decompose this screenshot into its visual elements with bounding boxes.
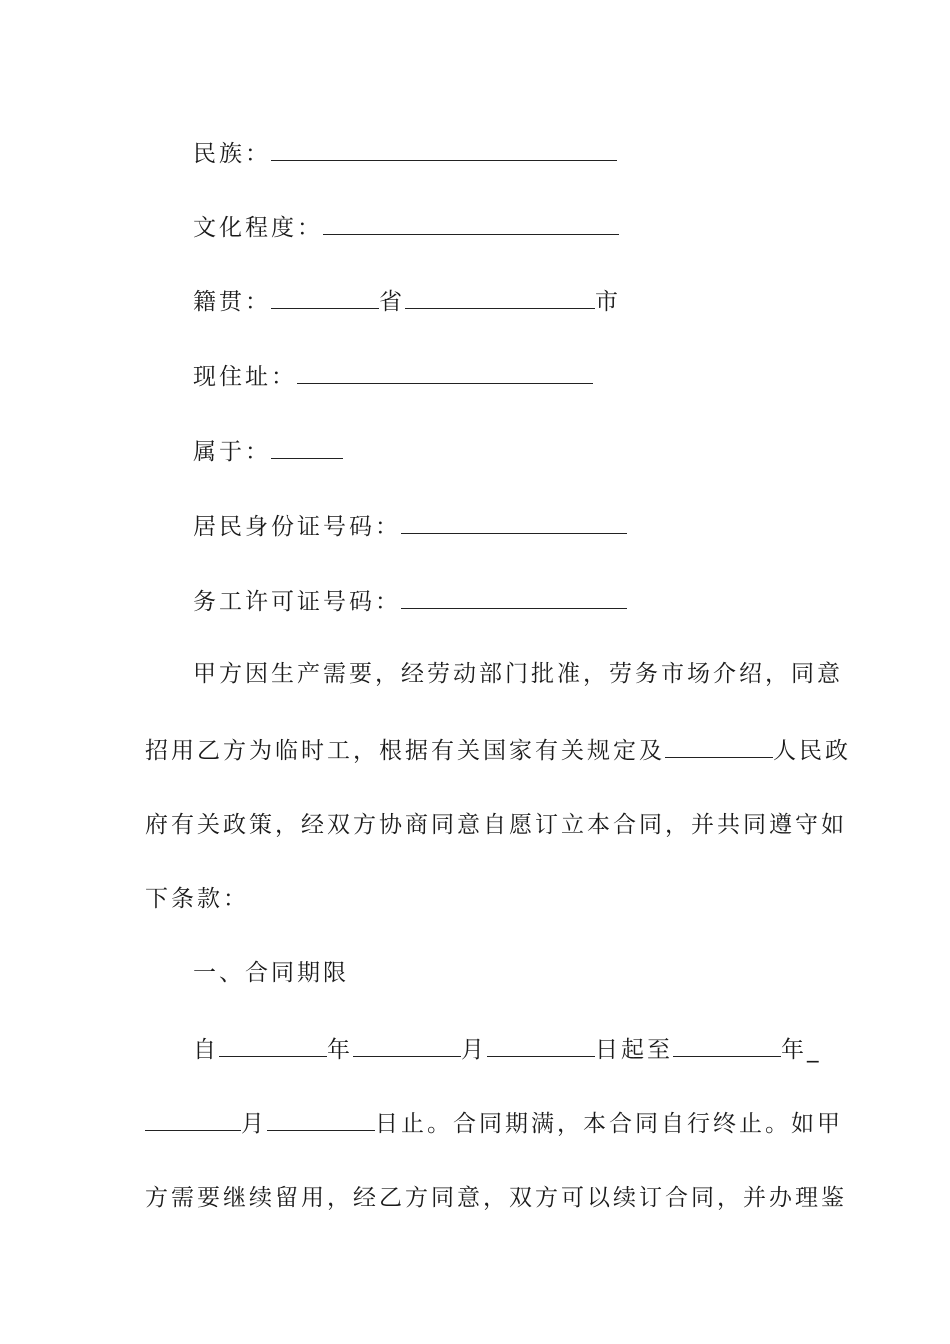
address-blank[interactable] (297, 361, 593, 384)
province-blank[interactable] (271, 286, 379, 309)
from-label: 自 (193, 1037, 219, 1063)
start-year-blank[interactable] (219, 1034, 327, 1057)
belongs-label: 属于： (193, 439, 271, 465)
ethnicity-row (193, 138, 617, 169)
education-blank[interactable] (323, 212, 619, 235)
intro-line-2 (145, 735, 851, 766)
permit-number-blank[interactable] (401, 586, 627, 609)
city-label: 市 (595, 289, 621, 315)
ethnicity-blank[interactable] (271, 138, 617, 161)
end-day-blank[interactable] (267, 1108, 375, 1131)
id-number-label: 居民身份证号码： (193, 514, 401, 540)
id-number-row (193, 511, 627, 542)
intro-line-4: 下条款： (145, 886, 249, 912)
id-number-blank[interactable] (401, 511, 627, 534)
end-year-blank[interactable] (673, 1034, 781, 1057)
education-row (193, 212, 619, 243)
section-heading: 一、合同期限 (193, 960, 349, 986)
intro-line-2-end: 人民政 (773, 738, 851, 764)
ethnicity-label: 民族： (193, 141, 271, 167)
month-label: 月 (461, 1037, 487, 1063)
permit-number-label: 务工许可证号码： (193, 589, 401, 615)
intro-line-3: 府有关政策，经双方协商同意自愿订立本合同，并共同遵守如 (145, 812, 847, 838)
term-line-3: 方需要继续留用，经乙方同意，双方可以续订合同，并办理鉴 (145, 1185, 847, 1211)
belongs-blank[interactable] (271, 436, 343, 459)
term-line-1 (193, 1034, 822, 1065)
government-blank[interactable] (665, 735, 773, 758)
address-label: 现住址： (193, 364, 297, 390)
native-label: 籍贯： (193, 289, 271, 315)
intro-line-2-text: 招用乙方为临时工，根据有关国家有关规定及 (145, 738, 665, 764)
belongs-row (193, 436, 343, 467)
year2-label: 年_ (781, 1037, 822, 1063)
intro-line-1: 甲方因生产需要，经劳动部门批准，劳务市场介绍，同意 (193, 661, 843, 687)
month2-label: 月 (241, 1111, 267, 1137)
day-from-label: 日起至 (595, 1037, 673, 1063)
start-month-blank[interactable] (353, 1034, 461, 1057)
term-line-2 (145, 1108, 843, 1139)
term-end-text: 日止。合同期满，本合同自行终止。如甲 (375, 1111, 843, 1137)
address-row (193, 361, 593, 392)
education-label: 文化程度： (193, 215, 323, 241)
province-label: 省 (379, 289, 405, 315)
city-blank[interactable] (405, 286, 595, 309)
year-label: 年 (327, 1037, 353, 1063)
permit-number-row (193, 586, 627, 617)
end-month-blank[interactable] (145, 1108, 241, 1131)
native-place-row (193, 286, 621, 317)
start-day-blank[interactable] (487, 1034, 595, 1057)
